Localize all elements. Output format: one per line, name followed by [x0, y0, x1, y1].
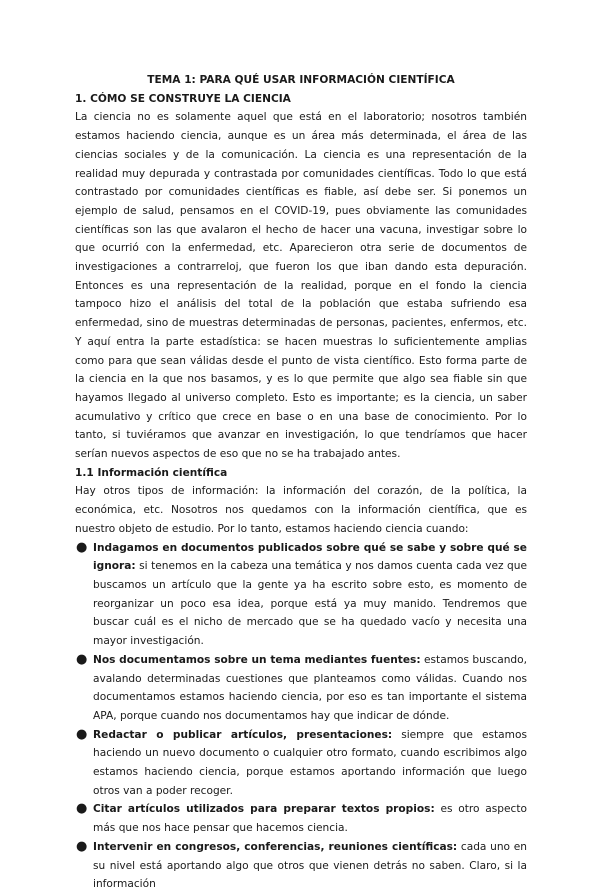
bullet-text: es otro aspecto más que nos hace pensar que hacemos ciencia.: [93, 803, 527, 835]
bullet-dot-icon: ●: [76, 726, 88, 742]
bullet-item: [75, 651, 527, 726]
bullet-item: [75, 838, 527, 894]
document-content: [75, 71, 527, 894]
bullet-lead: Redactar o publicar artículos, presentaciones:: [93, 728, 393, 741]
bullet-lead: Indagamos en documentos publicados sobre qué se sabe y sobre qué se ignora:: [93, 541, 527, 573]
bullet-text: estamos buscando, avalando determinadas cuestiones que planteamos como válidas. Cuando nos documentamos estamos haciendo ciencia, por eso es tan importante el sistema APA, porque cuando nos documentamos hay que indicar de dónde.: [93, 653, 527, 722]
bullet-item: [75, 539, 527, 651]
document-title: TEMA 1: PARA QUÉ USAR INFORMACIÓN CIENTÍFICA: [147, 74, 455, 86]
bullet-list: [75, 539, 527, 894]
bullet-dot-icon: ●: [76, 539, 88, 555]
section-1-paragraph: La ciencia no es solamente aquel que está en el laboratorio; nosotros también estamos haciendo ciencia, aunque es un área más determinada, el área de las ciencias sociales y de la comunicación. La ciencia es una representación de la realidad muy depurada y contrastada por comunidades científicas. Todo lo que está contrastado por comunidades científicas es fiable, así debe ser. Si ponemos un ejemplo de salud, pensamos en el COVID-19, pues obviamente las comunidades científicas son las que avalaron el hecho de hacer una vacuna, investigar sobre lo que ocurrió con la enfermedad, etc. Aparecieron otra serie de documentos de investigaciones a contrarreloj, que fueron los que iban dando esta depuración. Entonces es una representación de la realidad, porque en el fondo la ciencia tampoco hizo el análisis del total de la población que estaba sufriendo esa enfermedad, sino de muestras determinadas de personas, pacientes, enfermos, etc. Y aquí entra la parte estadística: se hacen muestras lo suficientemente amplias como para que sean válidas desde el punto de vista científico. Esto forma parte de la ciencia en la que nos basamos, y es lo que permite que algo sea fiable sin que hayamos llegado al universo completo. Esto es importante; es la ciencia, un saber acumulativo y crítico que crece en base o en una base de conocimiento. Por lo tanto, si tuviéramos que avanzar en investigación, lo que tendríamos que hacer serían nuevos aspectos de eso que no se ha trabajado antes.: [75, 111, 527, 461]
bullet-dot-icon: ●: [76, 651, 88, 667]
section-heading-1: 1. CÓMO SE CONSTRUYE LA CIENCIA: [75, 92, 291, 105]
section-heading-1-1: 1.1 Información científica: [75, 466, 228, 479]
bullet-item: [75, 800, 527, 837]
section-1-1-paragraph: Hay otros tipos de información: la información del corazón, de la política, la económica, etc. Nosotros nos quedamos con la información científica, que es nuestro objeto de estudio. Por lo tanto, estamos haciendo ciencia cuando:: [75, 485, 527, 535]
bullet-lead: Citar artículos utilizados para preparar textos propios:: [93, 803, 435, 816]
bullet-item: [75, 726, 527, 801]
bullet-text: cada uno en su nivel está aportando algo que otros que vienen detrás no saben. Claro, si la información: [93, 840, 527, 891]
bullet-dot-icon: ●: [76, 801, 88, 817]
bullet-lead: Nos documentamos sobre un tema mediantes fuentes:: [93, 653, 421, 666]
bullet-text: siempre que estamos haciendo un nuevo documento o cualquier otro formato, cuando escribimos algo estamos haciendo ciencia, porque estamos aportando información que luego otros van a poder recoger.: [93, 728, 527, 797]
bullet-lead: Intervenir en congresos, conferencias, reuniones científicas:: [93, 840, 458, 853]
bullet-dot-icon: ●: [76, 838, 88, 854]
bullet-text: si tenemos en la cabeza una temática y nos damos cuenta cada vez que buscamos un artículo que la gente ya ha escrito sobre esto, es momento de reorganizar un poco esa idea, porque está ya muy manido. Tendremos que buscar cuál es el nicho de mercado que se ha quedado vacío y necesita una mayor investigación.: [93, 560, 527, 648]
